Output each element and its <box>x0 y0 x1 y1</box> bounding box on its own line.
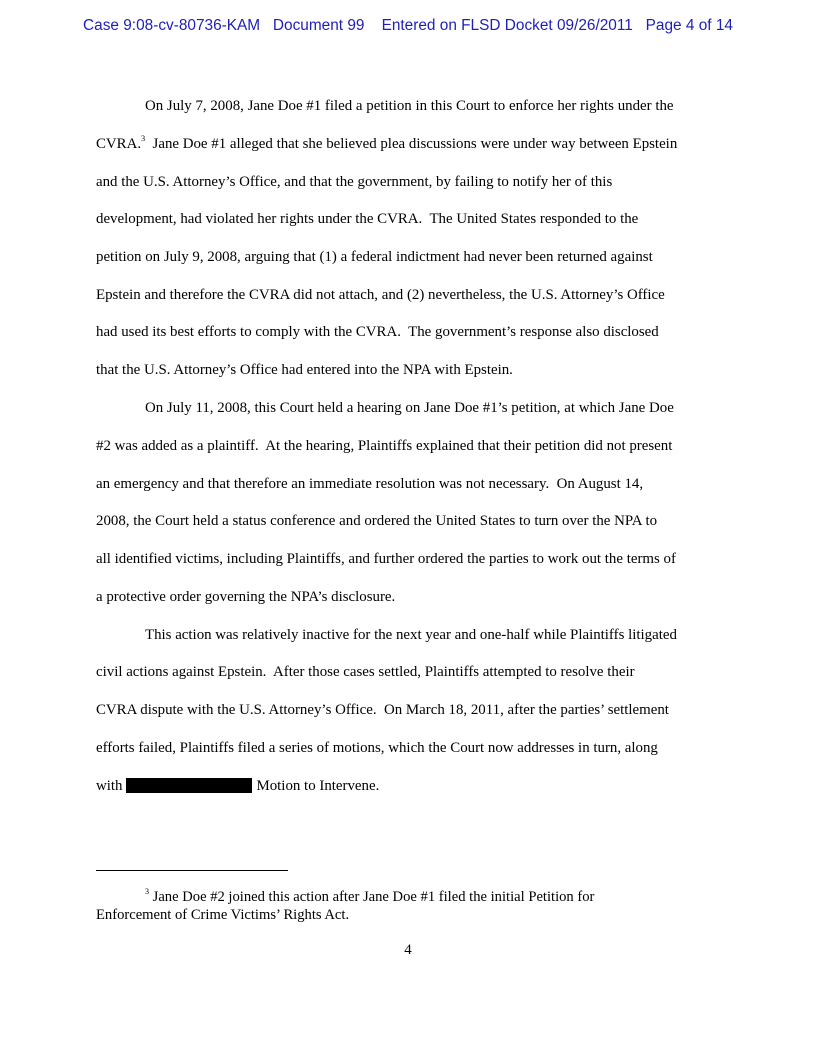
page-number: 4 <box>404 942 412 958</box>
footnote-separator <box>96 870 288 871</box>
docket-header: Case 9:08-cv-80736-KAM Document 99 Entered on FLSD Docket 09/26/2011 Page 4 of 14 <box>83 17 733 34</box>
redaction-box <box>126 778 252 793</box>
footnote-reference: 3 <box>141 134 146 143</box>
cvra-text: CVRA. <box>96 136 142 152</box>
footnote-marker: 3 <box>145 887 149 896</box>
